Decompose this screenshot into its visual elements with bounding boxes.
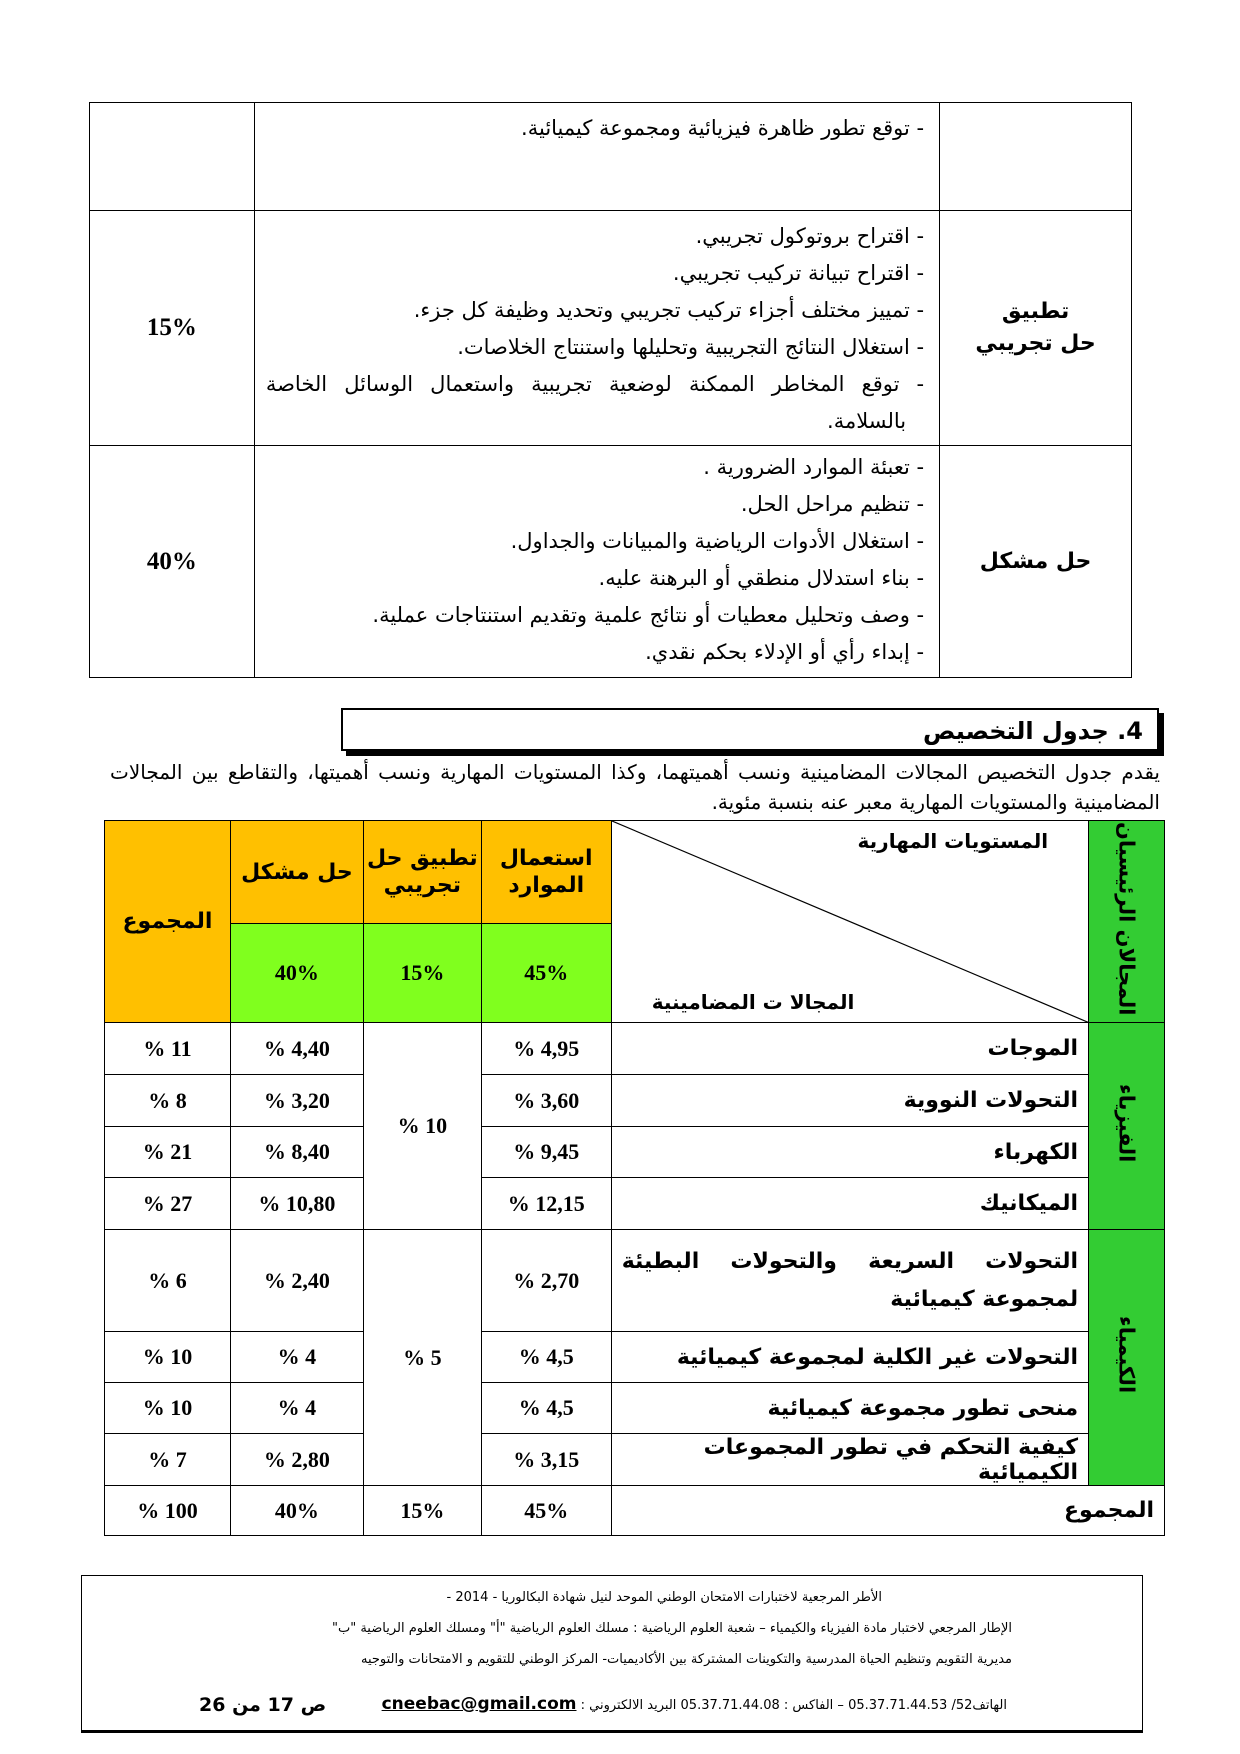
resources-value: 3,60 %: [481, 1075, 611, 1127]
page-number: ص 17 من 26: [199, 1694, 327, 1716]
resources-value: 4,95 %: [481, 1023, 611, 1075]
list-item: - إبداء رأي أو الإدلاء بحكم نقدي.: [645, 640, 925, 664]
experimental-total: 15%: [363, 1486, 481, 1536]
total-value: 7 %: [105, 1434, 231, 1486]
percent-cell: 40%: [90, 446, 255, 678]
skill-levels-label: المستويات المهارية: [857, 829, 1049, 853]
problem-value: 4 %: [230, 1332, 363, 1383]
pct-resources: 45%: [481, 924, 611, 1023]
total-value: 6 %: [105, 1230, 231, 1332]
footer-line: الإطار المرجعي لاختبار مادة الفيزياء والكيمياء – شعبة العلوم الرياضية : مسلك العلوم الرياضية "أ" ومسلك العلوم الرياضية "ب": [332, 1621, 1012, 1636]
physics-label: الفيزياء: [1114, 1084, 1139, 1163]
total-value: 8 %: [105, 1075, 231, 1127]
total-value: 10 %: [105, 1332, 231, 1383]
problem-value: 2,40 %: [230, 1230, 363, 1332]
page-footer: [81, 1575, 1143, 1733]
allocation-table: [104, 820, 1165, 1536]
content-domain-name: الكهرباء: [611, 1127, 1088, 1178]
table-row: [105, 1127, 1165, 1178]
problem-total: 40%: [230, 1486, 363, 1536]
grand-total: 100 %: [105, 1486, 231, 1536]
table-row: [105, 1383, 1165, 1434]
col-header-total: المجموع: [105, 821, 231, 1023]
content-domain-name: كيفية التحكم في تطور المجموعات الكيميائية: [611, 1434, 1088, 1486]
table-row: [105, 1075, 1165, 1127]
pct-experimental: 15%: [363, 924, 481, 1023]
total-value: 21 %: [105, 1127, 231, 1178]
table-row: [90, 103, 1132, 211]
list-item: - وصف وتحليل معطيات أو نتائج علمية وتقديم استنتاجات عملية.: [372, 603, 925, 627]
col-header-problem: حل مشكل: [230, 821, 363, 924]
footer-line: مديرية التقويم وتنظيم الحياة المدرسية والتكوينات المشتركة بين الأكاديميات- المركز الوطني للتقويم و الامتحانات والتوجيه: [360, 1652, 1012, 1667]
skills-table: [89, 102, 1132, 678]
table-row: [105, 1434, 1165, 1486]
table-row: [105, 1230, 1165, 1332]
problem-value: 4 %: [230, 1383, 363, 1434]
list-item: - توقع المخاطر الممكنة لوضعية تجريبية واستعمال الوسائل الخاصة: [265, 372, 925, 396]
domain-label: حل تجريبي: [975, 331, 1096, 356]
experimental-value: 10 %: [363, 1023, 481, 1230]
problem-value: 4,40 %: [230, 1023, 363, 1075]
domain-cell: [940, 103, 1132, 211]
problem-value: 8,40 %: [230, 1127, 363, 1178]
content-domains-label: المجالا ت المضامينية: [651, 990, 855, 1015]
table-row: [105, 1178, 1165, 1230]
domain-label: تطبيق: [1001, 299, 1070, 324]
domain-cell: حل مشكل: [940, 446, 1132, 678]
table-row: [105, 1023, 1165, 1075]
resources-value: 12,15 %: [481, 1178, 611, 1230]
list-item: - بناء استدلال منطقي أو البرهنة عليه.: [598, 566, 925, 590]
list-item: - تنظيم مراحل الحل.: [740, 492, 925, 516]
content-domain-name: التحولات السريعة والتحولات البطيئة لمجموعة كيميائية: [611, 1230, 1088, 1332]
footer-phone-fax: الهاتف52/ 05.37.71.44.53 – الفاكس : 05.37.71.44.08 البريد الالكتروني :: [580, 1698, 1007, 1713]
content-domain-name: الميكانيك: [611, 1178, 1088, 1230]
resources-total: 45%: [481, 1486, 611, 1536]
list-item: - استغلال الأدوات الرياضية والمبيانات والجداول.: [510, 529, 925, 553]
list-item: - توقع تطور ظاهرة فيزيائية ومجموعة كيميائية.: [521, 116, 925, 140]
list-item: بالسلامة.: [827, 409, 907, 433]
problem-value: 2,80 %: [230, 1434, 363, 1486]
table-row: [105, 821, 1165, 924]
domain-cell: [940, 211, 1132, 446]
chemistry-domain-cell: [1089, 1230, 1165, 1486]
resources-value: 4,5 %: [481, 1383, 611, 1434]
table-row: [90, 446, 1132, 678]
section-intro: يقدم جدول التخصيص المجالات المضامينية ونسب أهميتهما، وكذا المستويات المهارية ونسب أهميتها، والتقاطع بين المجالات المضامينية والمستويات المهارية معبر عنه بنسبة مئوية.: [110, 760, 1160, 814]
problem-value: 3,20 %: [230, 1075, 363, 1127]
experimental-value: 5 %: [363, 1230, 481, 1486]
list-item: - تعبئة الموارد الضرورية .: [703, 455, 925, 479]
list-item: - استغلال النتائج التجريبية وتحليلها واستنتاج الخلاصات.: [457, 335, 925, 359]
list-item: - تمييز مختلف أجزاء تركيب تجريبي وتحديد وظيفة كل جزء.: [413, 298, 925, 322]
physics-domain-cell: [1089, 1023, 1165, 1230]
section-title: 4. جدول التخصيص: [341, 708, 1159, 751]
table-row: [90, 211, 1132, 446]
main-domains-header: [1089, 821, 1165, 1023]
resources-value: 2,70 %: [481, 1230, 611, 1332]
total-label: المجموع: [611, 1486, 1164, 1536]
percent-cell: [90, 103, 255, 211]
resources-value: 3,15 %: [481, 1434, 611, 1486]
skills-list-cell: [254, 211, 939, 446]
resources-value: 9,45 %: [481, 1127, 611, 1178]
skills-list-cell: [254, 446, 939, 678]
resources-value: 4,5 %: [481, 1332, 611, 1383]
total-value: 10 %: [105, 1383, 231, 1434]
email-link[interactable]: cneebac@gmail.com: [381, 1694, 577, 1714]
content-domain-name: منحى تطور مجموعة كيميائية: [611, 1383, 1088, 1434]
col-header-resources: استعمال الموارد: [481, 821, 611, 924]
table-row: [105, 1332, 1165, 1383]
problem-value: 10,80 %: [230, 1178, 363, 1230]
list-item: - اقتراح تبيانة تركيب تجريبي.: [672, 261, 925, 285]
content-domain-name: الموجات: [611, 1023, 1088, 1075]
content-domain-name: التحولات النووية: [611, 1075, 1088, 1127]
pct-problem: 40%: [230, 924, 363, 1023]
list-item: - اقتراح بروتوكول تجريبي.: [695, 224, 925, 248]
percent-cell: 15%: [90, 211, 255, 446]
total-value: 11 %: [105, 1023, 231, 1075]
total-value: 27 %: [105, 1178, 231, 1230]
diagonal-header-cell: [611, 821, 1088, 1023]
main-domains-label: المجالان الرئيسيان: [1114, 822, 1139, 1016]
skills-list-cell: [254, 103, 939, 211]
footer-line: الأطر المرجعية لاختبارات الامتحان الوطني الموحد لنيل شهادة البكالوريا - 2014 -: [446, 1590, 882, 1605]
chemistry-label: الكيمياء: [1114, 1316, 1139, 1394]
table-row: [105, 1486, 1165, 1536]
content-domain-name: التحولات غير الكلية لمجموعة كيميائية: [611, 1332, 1088, 1383]
col-header-experimental: تطبيق حل تجريبي: [363, 821, 481, 924]
